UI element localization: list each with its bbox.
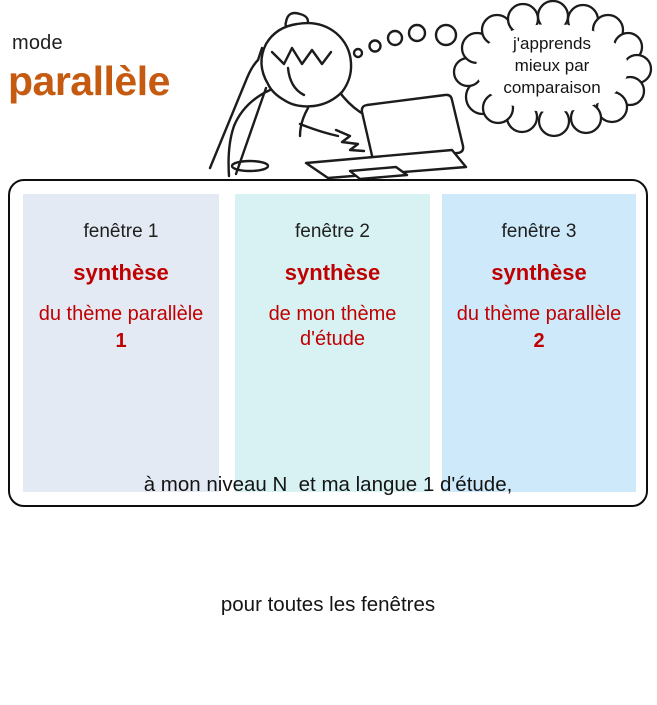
- person-front: [300, 108, 308, 136]
- footer-line-2: pour toutes les fenêtres: [220, 593, 436, 616]
- window-3-emphasis: 2: [533, 330, 545, 352]
- window-1-emphasis: 1: [115, 330, 127, 352]
- person-arm-to-keyboard: [300, 124, 338, 136]
- thought-line: j'apprends: [513, 34, 591, 53]
- thought-line: comparaison: [503, 78, 601, 97]
- window-2-label: fenêtre 2: [295, 221, 370, 242]
- window-3-desc: du thème parallèle: [456, 303, 622, 325]
- windows-panel: [8, 179, 648, 616]
- page-title: parallèle: [8, 58, 170, 104]
- hand-on-keyboard: [336, 130, 364, 151]
- thought-dot: [409, 25, 425, 41]
- window-1-label: fenêtre 1: [83, 221, 159, 242]
- raised-arm-outer: [210, 60, 258, 168]
- window-3-heading: synthèse: [491, 260, 587, 285]
- thought-dot: [388, 31, 402, 45]
- footer-line-1: à mon niveau N et ma langue 1 d'étude,: [143, 473, 513, 496]
- thought-dot: [370, 41, 381, 52]
- window-2-desc: de mon thème d'étude: [268, 303, 397, 350]
- head: [261, 23, 351, 106]
- thought-dot: [354, 49, 362, 57]
- window-3-label: fenêtre 3: [501, 221, 577, 242]
- window-2-heading: synthèse: [284, 260, 381, 285]
- thought-dot: [436, 25, 456, 45]
- thought-bubble-text: [471, 33, 633, 99]
- mode-label: mode: [12, 32, 63, 54]
- footer-note: [10, 385, 646, 705]
- window-1-desc: du thème parallèle: [38, 303, 204, 325]
- thought-line: mieux par: [514, 56, 590, 75]
- window-1-heading: synthèse: [73, 260, 169, 285]
